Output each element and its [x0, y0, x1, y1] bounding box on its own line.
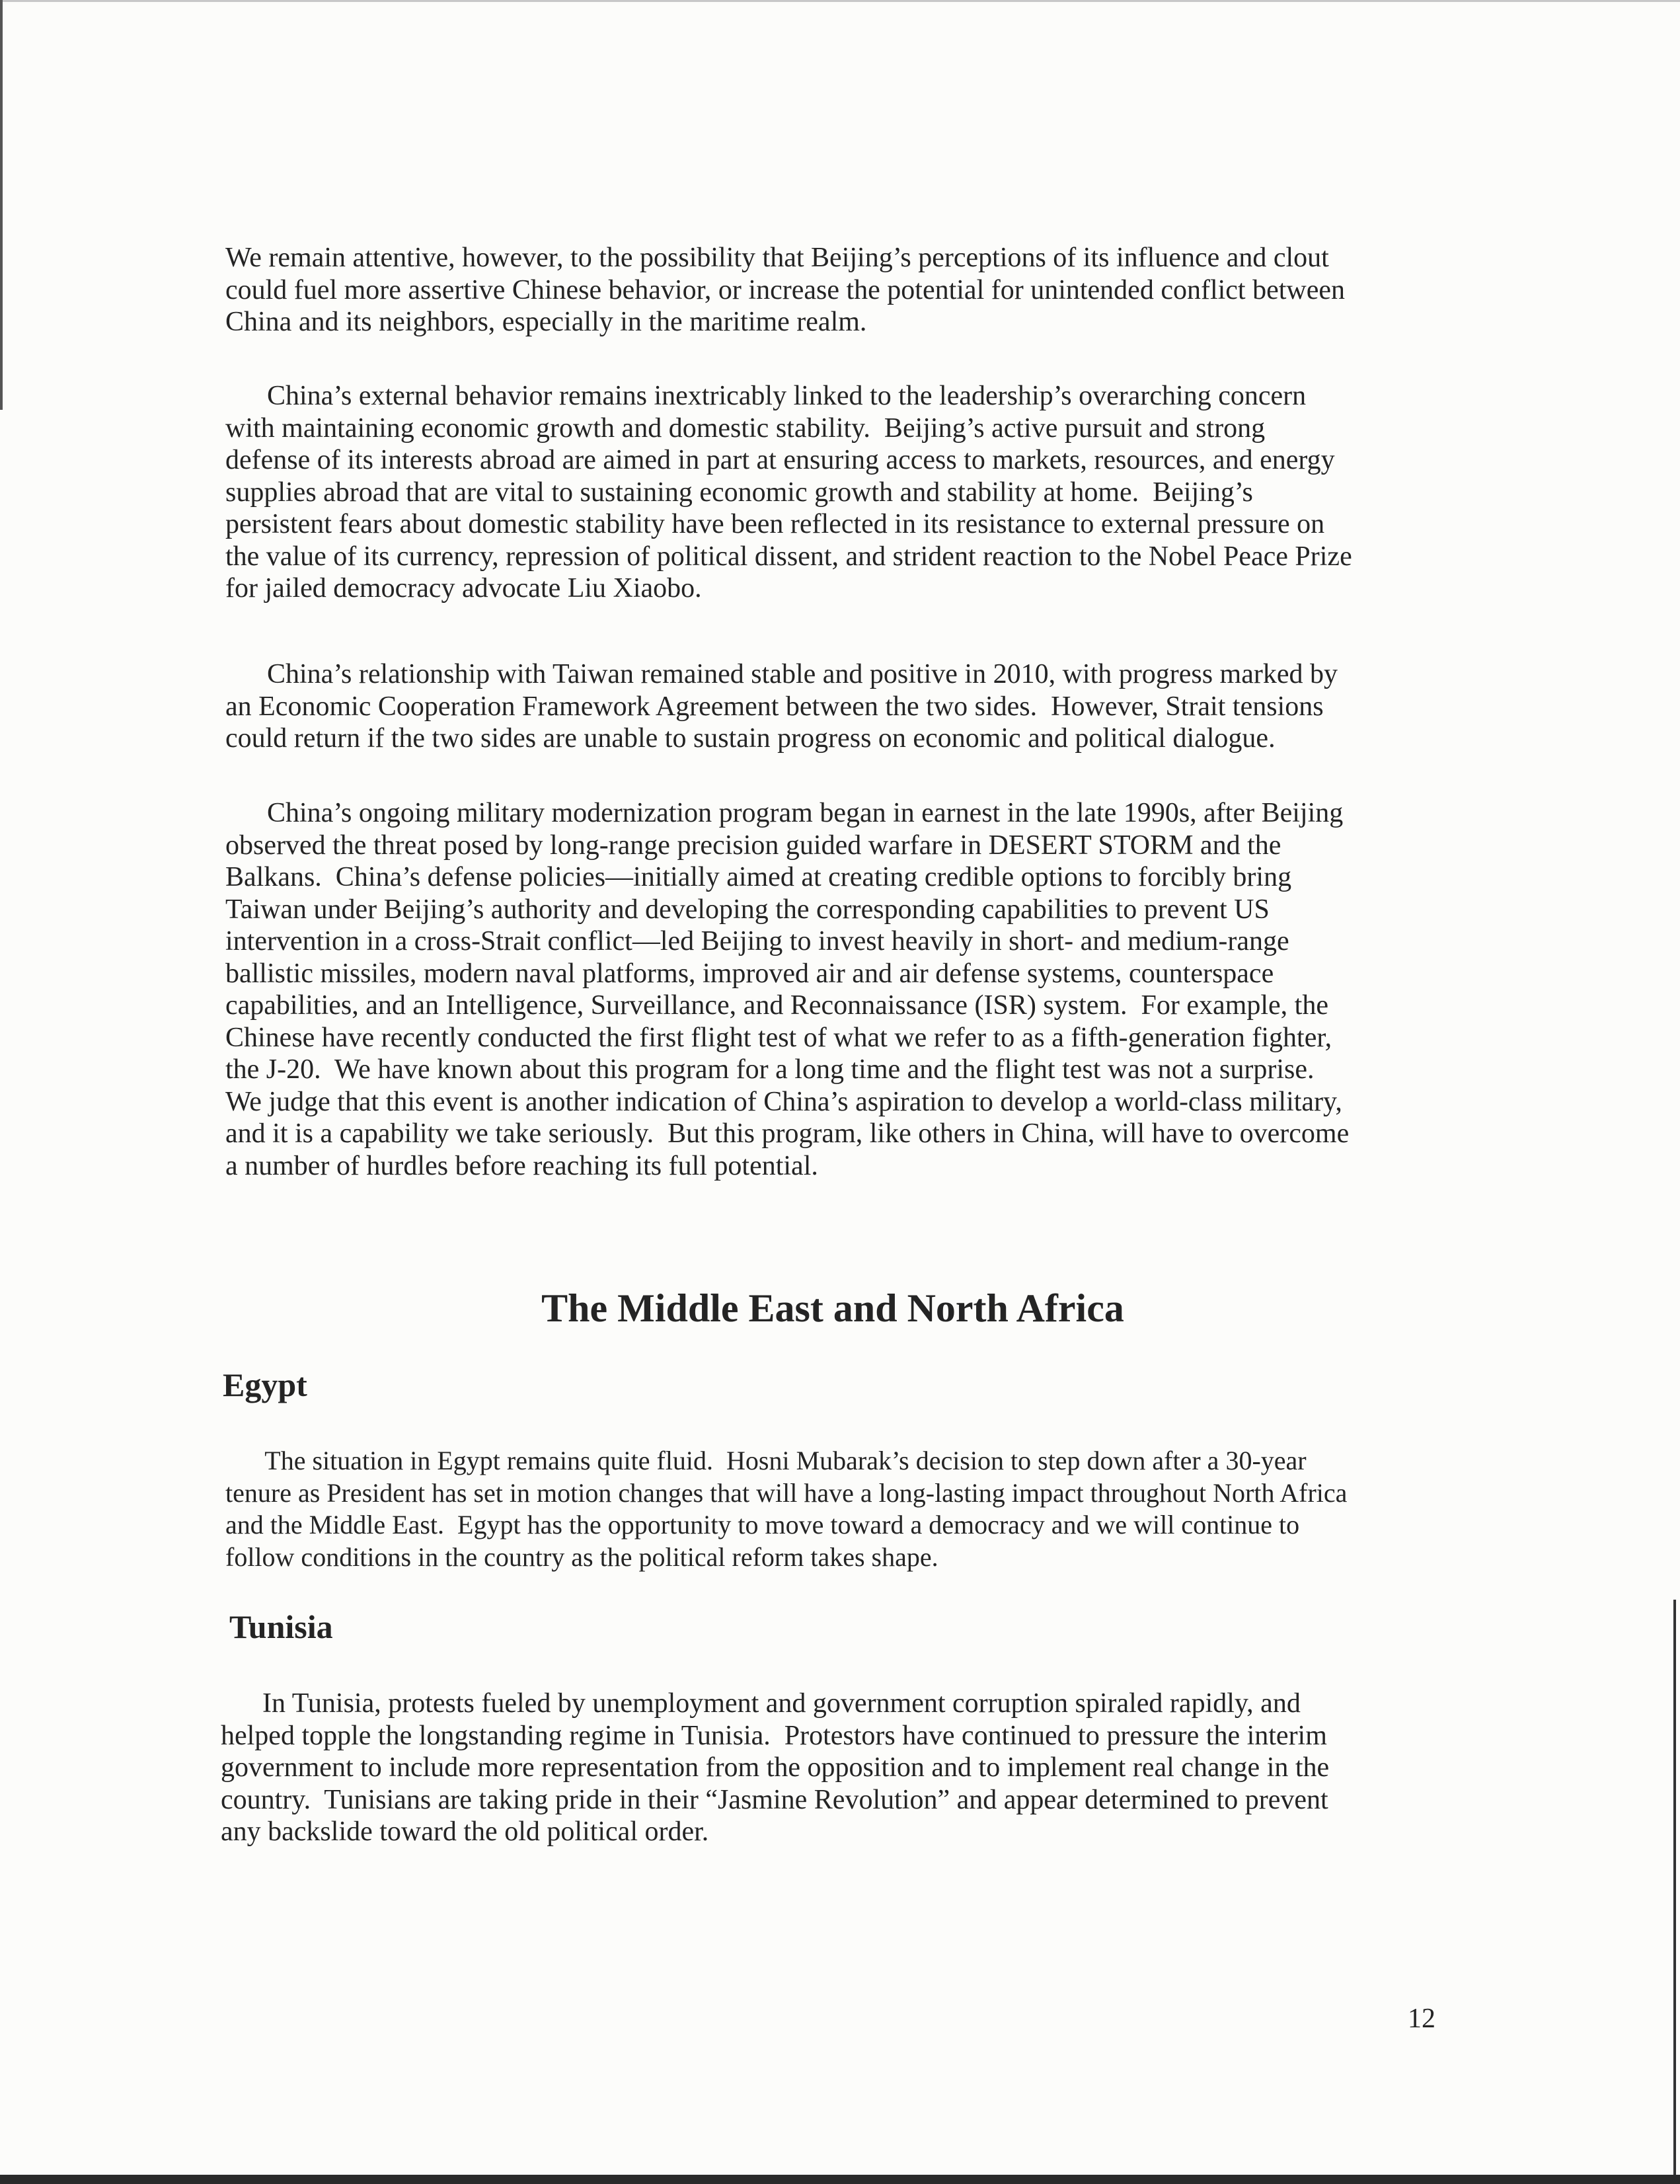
text-line: and it is a capability we take seriously. But this program, like others in China, will have to overcome [225, 1118, 1350, 1149]
text-line: for jailed democracy advocate Liu Xiaobo. [225, 573, 702, 604]
paragraph-china-military [225, 797, 1349, 1182]
text-line: supplies abroad that are vital to sustaining economic growth and stability at home. Beijing’s [225, 477, 1253, 508]
egypt-heading: Egypt [223, 1366, 307, 1403]
paragraph-china-taiwan [225, 658, 1338, 755]
text-line: country. Tunisians are taking pride in their “Jasmine Revolution” and appear determined to prevent [221, 1784, 1328, 1815]
scan-right-edge [1673, 1600, 1676, 2184]
scan-left-edge [0, 0, 3, 410]
text-line: capabilities, and an Intelligence, Surveillance, and Reconnaissance (ISR) system. For example, the [225, 990, 1328, 1021]
text-line: persistent fears about domestic stability have been reflected in its resistance to external pressure on [225, 509, 1325, 539]
text-line: Balkans. China’s defense policies—initially aimed at creating credible options to forcibly bring [225, 862, 1292, 892]
text-line: the J-20. We have known about this program for a long time and the flight test was not a surprise. [225, 1054, 1315, 1085]
paragraph-china-attentive [225, 242, 1345, 338]
text-line: any backslide toward the old political order. [221, 1816, 709, 1847]
text-line: observed the threat posed by long-range precision guided warfare in DESERT STORM and the [225, 830, 1281, 861]
page-number: 12 [1408, 2004, 1435, 2034]
text-line: We judge that this event is another indication of China’s aspiration to develop a world-class military, [225, 1086, 1342, 1117]
text-line: China’s ongoing military modernization program began in earnest in the late 1990s, after Beijing [225, 798, 1344, 828]
text-line: intervention in a cross-Strait conflict—led Beijing to invest heavily in short- and medium-range [225, 926, 1289, 956]
text-line: follow conditions in the country as the political reform takes shape. [225, 1541, 938, 1572]
text-line: the value of its currency, repression of political dissent, and strident reaction to the Nobel Peace Prize [225, 541, 1352, 572]
text-line: could return if the two sides are unable to sustain progress on economic and political dialogue. [225, 723, 1276, 754]
text-line: The situation in Egypt remains quite fluid. Hosni Mubarak’s decision to step down after a 30-year [225, 1446, 1307, 1475]
text-line: China and its neighbors, especially in the maritime realm. [225, 307, 867, 337]
text-line: In Tunisia, protests fueled by unemployment and government corruption spiraled rapidly, and [221, 1688, 1301, 1719]
text-line: China’s relationship with Taiwan remained stable and positive in 2010, with progress marked by [225, 659, 1338, 689]
text-line: helped topple the longstanding regime in Tunisia. Protestors have continued to pressure the interim [221, 1720, 1327, 1751]
text-line: Chinese have recently conducted the first flight test of what we refer to as a fifth-generation fighter, [225, 1022, 1332, 1053]
text-line: with maintaining economic growth and domestic stability. Beijing’s active pursuit and strong [225, 412, 1266, 444]
text-line: a number of hurdles before reaching its full potential. [225, 1150, 818, 1181]
text-line: defense of its interests abroad are aimed in part at ensuring access to markets, resources, and energy [225, 445, 1335, 475]
text-line: government to include more representation from the opposition and to implement real change in the [221, 1752, 1330, 1783]
text-line: Taiwan under Beijing’s authority and developing the corresponding capabilities to prevent US [225, 894, 1270, 925]
paragraph-china-external-behavior [225, 380, 1352, 605]
scan-bottom-edge [0, 2175, 1680, 2184]
text-line: and the Middle East. Egypt has the opportunity to move toward a democracy and we will continue to [225, 1510, 1300, 1540]
scan-top-edge [0, 0, 1680, 2]
paragraph-tunisia [221, 1688, 1329, 1848]
tunisia-heading: Tunisia [229, 1608, 333, 1645]
section-heading: The Middle East and North Africa [541, 1286, 1124, 1330]
text-line: an Economic Cooperation Framework Agreement between the two sides. However, Strait tensions [225, 691, 1324, 722]
text-line: ballistic missiles, modern naval platforms, improved air and air defense systems, counterspace [225, 958, 1274, 989]
text-line: tenure as President has set in motion changes that will have a long-lasting impact throughout North Africa [225, 1477, 1348, 1508]
text-line: could fuel more assertive Chinese behavior, or increase the potential for unintended conflict between [225, 274, 1346, 305]
paragraph-egypt [225, 1445, 1347, 1573]
text-line: China’s external behavior remains inextricably linked to the leadership’s overarching concern [225, 381, 1307, 411]
text-line: We remain attentive, however, to the possibility that Beijing’s perceptions of its influence and clout [225, 243, 1329, 273]
